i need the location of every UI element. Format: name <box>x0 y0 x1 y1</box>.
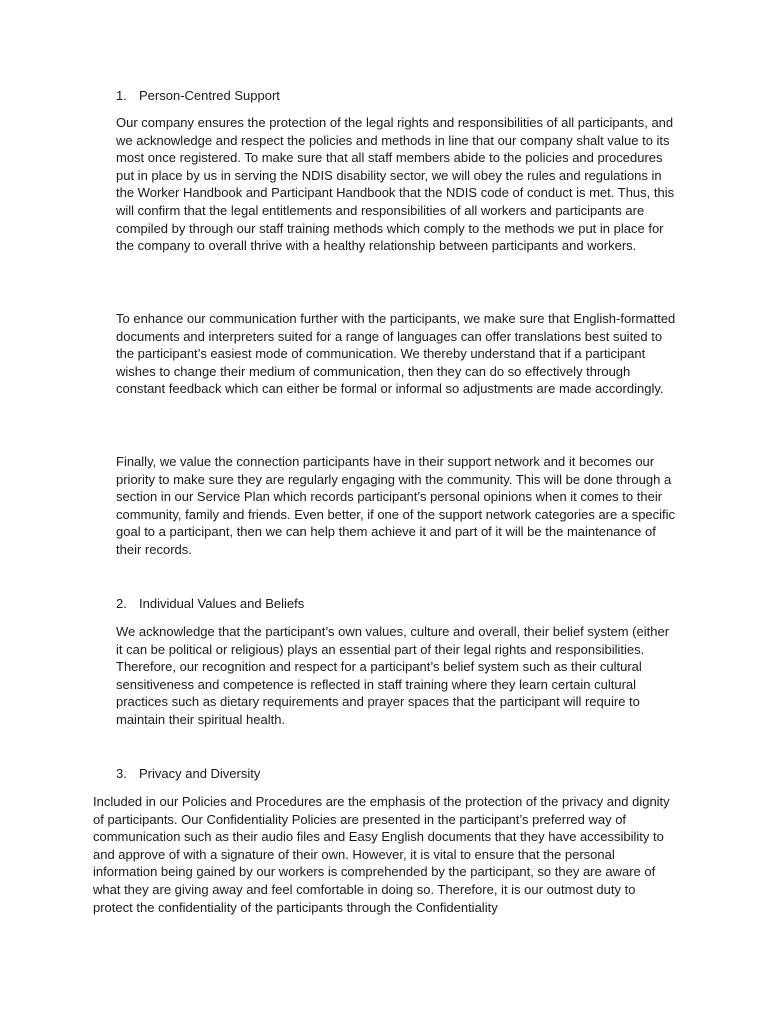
section-2-paragraph-1: We acknowledge that the participant’s own values, culture and overall, their belief system (either it can be political or religious) plays an essential part of their legal rights and responsibilities. Therefore, our recognition and respect for a participant’s belief system such as their cultural sensitiveness and competence is reflected in staff training where they learn certain cultural practices such as dietary requirements and prayer spaces that the participant will require to maintain their spiritual health. <box>116 624 670 727</box>
section-1-heading <box>116 87 280 105</box>
section-1-paragraph-3: Finally, we value the connection participants have in their support network and it becomes our priority to make sure they are regularly engaging with the community. This will be done through a section in our Service Plan which records participant’s personal opinions when it comes to their community, family and friends. Even better, if one of the support network categories are a specific goal to a participant, then we can help them achieve it and part of it will be the maintenance of their records. <box>116 454 676 557</box>
section-3-heading <box>116 765 260 783</box>
section-2-title: Individual Values and Beliefs <box>139 596 305 611</box>
section-3-title: Privacy and Diversity <box>139 766 261 781</box>
section-1-number: 1. <box>116 88 127 103</box>
section-1-paragraph-1: Our company ensures the protection of the legal rights and responsibilities of all participants, and we acknowledge and respect the policies and methods in line that our company shalt value to its most once registered. To make sure that all staff members abide to the policies and procedures put in place by us in serving the NDIS disability sector, we will obey the rules and regulations in the Worker Handbook and Participant Handbook that the NDIS code of conduct is met. Thus, this will confirm that the legal entitlements and responsibilities of all workers and participants are compiled by through our staff training methods which comply to the methods we put in place for the company to overall thrive with a healthy relationship between participants and workers. <box>116 115 675 254</box>
section-3-number: 3. <box>116 766 127 781</box>
section-2-number: 2. <box>116 596 127 611</box>
section-1-title: Person-Centred Support <box>139 88 280 103</box>
section-1-paragraph-2: To enhance our communication further with the participants, we make sure that English-formatted documents and interpreters suited for a range of languages can offer translations best suited to the participant’s easiest mode of communication. We thereby understand that if a participant wishes to change their medium of communication, then they can do so effectively through constant feedback which can either be formal or informal so adjustments are made accordingly. <box>116 311 676 397</box>
section-3-paragraph-1: Included in our Policies and Procedures are the emphasis of the protection of the privacy and dignity of participants. Our Confidentiality Policies are presented in the participant’s preferred way of communication such as their audio files and Easy English documents that they have accessibility to and approve of with a signature of their own. However, it is vital to ensure that the personal information being gained by our workers is comprehended by the participant, so they are aware of what they are giving away and feel comfortable in doing so. Therefore, it is our outmost duty to protect the confidentiality of the participants through the Confidentiality <box>93 794 670 915</box>
section-2-heading <box>116 595 304 613</box>
